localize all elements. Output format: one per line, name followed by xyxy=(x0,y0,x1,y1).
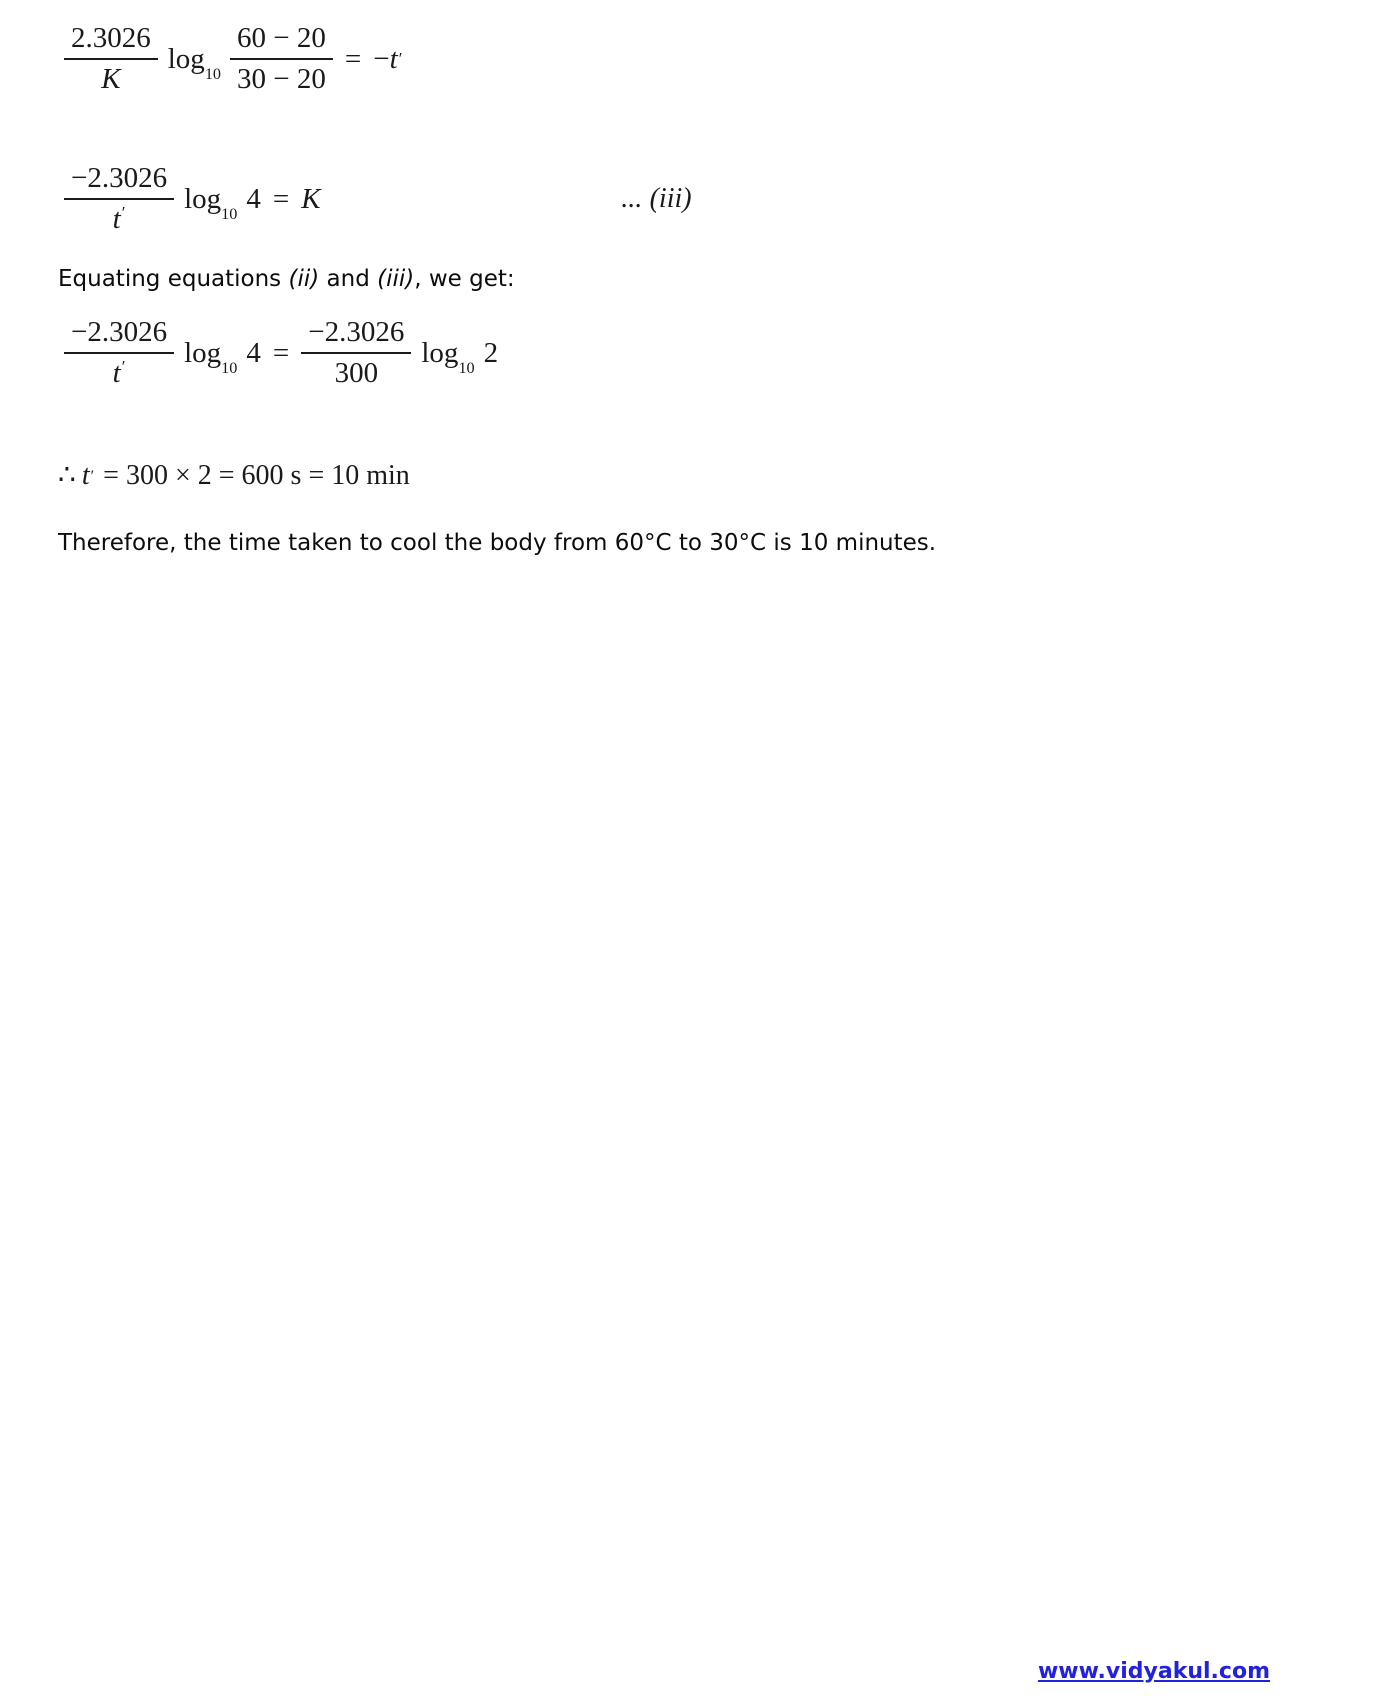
ref-equation-ii: (ii) xyxy=(288,266,320,292)
fraction-2-3026-over-K xyxy=(64,22,158,97)
fraction-denominator: 30 − 20 xyxy=(237,63,326,96)
label-text: (iii) xyxy=(649,183,692,215)
log-argument: 4 xyxy=(246,182,261,215)
therefore-symbol: ∴ xyxy=(58,460,76,491)
variable-t: t xyxy=(389,42,398,75)
log-text: log xyxy=(167,42,205,75)
log-operator xyxy=(184,336,238,378)
variable-K: K xyxy=(301,182,321,215)
fraction-denominator xyxy=(113,200,126,236)
log-operator xyxy=(184,182,238,224)
conclusion-text: Therefore, the time taken to cool the body from 60°C to 30°C is 10 minutes. xyxy=(58,530,937,556)
variable-t: t xyxy=(112,203,121,236)
log-argument: 4 xyxy=(246,336,261,369)
minus-sign: − xyxy=(373,42,390,75)
log-argument: 2 xyxy=(483,336,499,369)
paragraph-conclusion xyxy=(58,530,936,556)
variable-t: t xyxy=(112,357,121,390)
log-text: log xyxy=(421,336,459,369)
variable-t: t xyxy=(81,460,90,491)
fraction-numerator: 2.3026 xyxy=(64,22,158,60)
log-base: 10 xyxy=(221,205,238,224)
equals-sign: = xyxy=(272,336,290,369)
paragraph-equating xyxy=(58,266,515,292)
text-segment: , we get: xyxy=(414,266,515,292)
prime-mark: ′ xyxy=(121,202,126,222)
fraction-neg-2-3026-over-300 xyxy=(301,316,411,391)
ellipsis: ... xyxy=(620,183,642,215)
equation-4-result: ∴ t ′ = 300 × 2 = 600 s = 10 min xyxy=(58,460,410,491)
fraction-denominator xyxy=(113,354,126,390)
fraction-neg-2-3026-over-t-prime xyxy=(64,316,174,391)
log-text: log xyxy=(184,336,222,369)
fraction-denominator: 300 xyxy=(334,357,379,390)
fraction-temp-ratio xyxy=(230,22,333,97)
fraction-denominator: K xyxy=(101,63,121,96)
log-base: 10 xyxy=(221,359,238,378)
fraction-neg-2-3026-over-t-prime xyxy=(64,162,174,237)
equation-1: $\frac{2.3026}{K}$ $\log_{10}$ $\frac{60 - 20}{30 - 20}$ = − t ′ xyxy=(64,22,402,97)
log-operator xyxy=(421,336,475,378)
result-expression: = 300 × 2 = 600 s = 10 min xyxy=(103,460,410,491)
log-base: 10 xyxy=(204,65,222,84)
fraction-numerator: −2.3026 xyxy=(64,162,174,200)
text-segment: Equating equations xyxy=(58,266,289,292)
fraction-numerator: −2.3026 xyxy=(301,316,411,354)
log-operator xyxy=(167,42,222,84)
equation-2 xyxy=(64,162,692,237)
log-text: log xyxy=(184,182,222,215)
text-segment: and xyxy=(319,266,378,292)
equation-label-iii xyxy=(621,183,692,215)
fraction-numerator: −2.3026 xyxy=(64,316,174,354)
fraction-numerator: 60 − 20 xyxy=(230,22,333,60)
footer-website-link[interactable]: www.vidyakul.com xyxy=(1037,1659,1270,1684)
equals-sign: = xyxy=(272,182,290,215)
equation-3 xyxy=(64,316,498,391)
prime-mark: ′ xyxy=(121,356,126,376)
ref-equation-iii: (iii) xyxy=(377,266,415,292)
equals-sign: = xyxy=(344,42,362,75)
log-base: 10 xyxy=(458,359,475,378)
